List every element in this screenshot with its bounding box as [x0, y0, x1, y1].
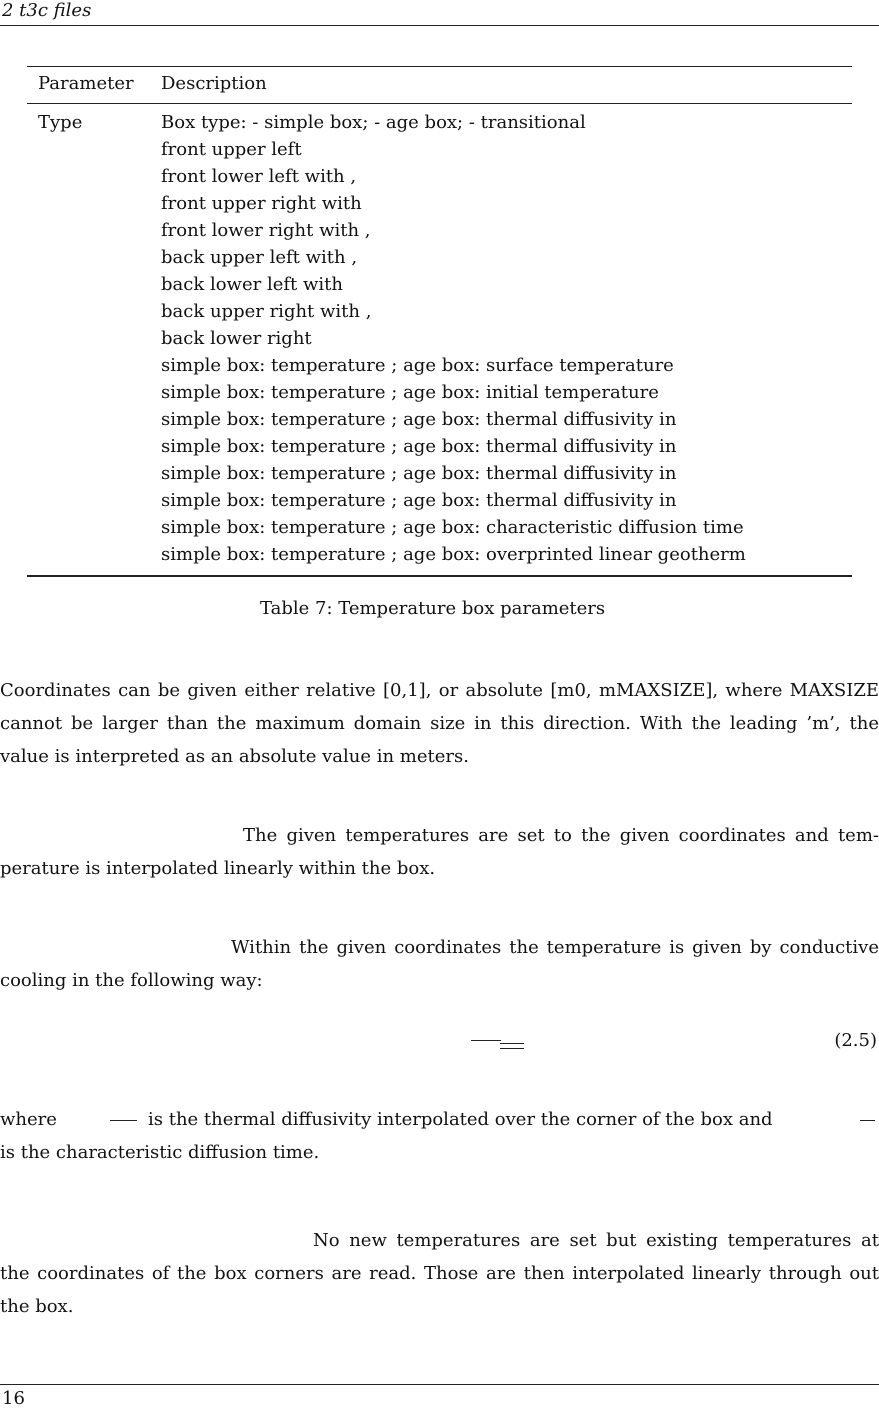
table-row: simple box: temperature ; age box: characteristic diffusion time — [161, 517, 744, 538]
text-line: cooling in the following way: — [0, 970, 263, 991]
text-line: perature is interpolated linearly within the box. — [0, 858, 436, 879]
equals-line-bottom — [500, 1048, 524, 1049]
text-line: No new temperatures are set but existing temperatures at — [313, 1230, 879, 1251]
paragraph-coordinates — [0, 674, 879, 773]
paragraph-simple-box — [0, 819, 879, 885]
table-row: front lower left with , — [161, 166, 357, 187]
table-top-rule — [27, 66, 852, 67]
text-line: value is interpreted as an absolute value in meters. — [0, 746, 469, 767]
table-row: simple box: temperature ; age box: overprinted linear geotherm — [161, 544, 746, 565]
text-line: is the characteristic diffusion time. — [0, 1142, 320, 1163]
table-row: back lower right — [161, 328, 312, 349]
paragraph-age-box — [0, 931, 879, 997]
table-bottom-rule — [27, 575, 852, 577]
text-line: Within the given coordinates the temperature is given by conductive — [231, 937, 879, 958]
table-row: front lower right with , — [161, 220, 371, 241]
table-row: simple box: temperature ; age box: thermal diffusivity in — [161, 490, 677, 511]
page-number: 16 — [2, 1388, 25, 1409]
equals-line-top — [500, 1043, 524, 1044]
text-line: the box. — [0, 1296, 74, 1317]
table-row: simple box: temperature ; age box: thermal diffusivity in — [161, 463, 677, 484]
table-row: front upper right with — [161, 193, 362, 214]
fraction-bar — [471, 1040, 501, 1041]
equation-number: (2.5) — [834, 1030, 877, 1051]
table-header-description: Description — [161, 73, 267, 94]
table-row: back upper left with , — [161, 247, 358, 268]
table-row: front upper left — [161, 139, 302, 160]
fraction-bar — [110, 1120, 137, 1121]
text-where: where — [0, 1109, 57, 1130]
table-row: simple box: temperature ; age box: thermal diffusivity in — [161, 436, 677, 457]
fraction-bar — [860, 1120, 875, 1121]
table-row: simple box: temperature ; age box: surface temperature — [161, 355, 674, 376]
text-line: is the thermal diffusivity interpolated over the corner of the box and — [148, 1109, 773, 1130]
table-row: back lower left with — [161, 274, 343, 295]
running-header: 2 t3c files — [2, 0, 92, 21]
text-line: cannot be larger than the maximum domain size in this direction. With the leading ’m’, the — [0, 713, 879, 734]
text-line: the coordinates of the box corners are read. Those are then interpolated linearly through out — [0, 1263, 879, 1284]
table-mid-rule — [27, 103, 852, 104]
text-line: The given temperatures are set to the given coordinates and tem- — [243, 825, 879, 846]
table-param-type: Type — [38, 112, 83, 133]
table-row: Box type: - simple box; - age box; - transitional — [161, 112, 586, 133]
table-header-parameter: Parameter — [38, 73, 134, 94]
paragraph-transitional-box — [0, 1224, 879, 1323]
table-row: simple box: temperature ; age box: thermal diffusivity in — [161, 409, 677, 430]
header-rule — [0, 25, 879, 26]
text-line: Coordinates can be given either relative [0,1], or absolute [m0, mMAXSIZE], where MAXSIZE — [0, 680, 879, 701]
table-row: simple box: temperature ; age box: initial temperature — [161, 382, 659, 403]
table-row: back upper right with , — [161, 301, 372, 322]
table-caption: Table 7: Temperature box parameters — [260, 598, 606, 619]
footer-rule — [0, 1384, 879, 1385]
